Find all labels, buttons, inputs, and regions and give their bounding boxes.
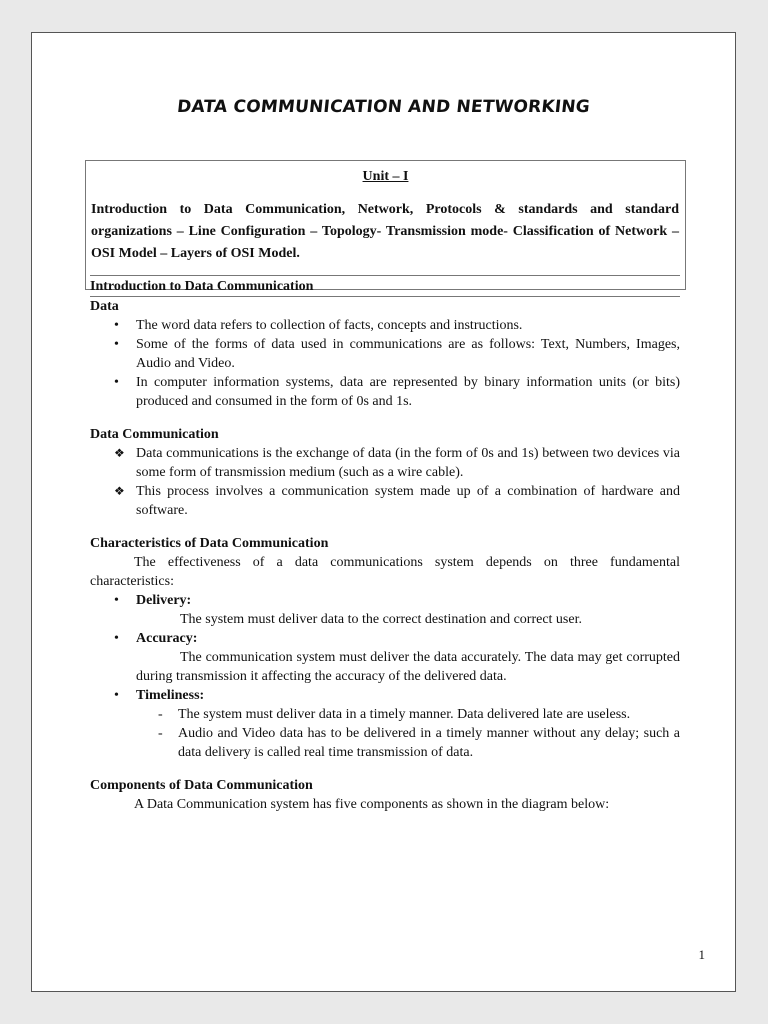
data-communication-list [90,444,680,520]
list-item: ❖ Data communications is the exchange of data (in the form of 0s and 1s) between two devices via some form of transmission medium (such as a wire cable). [90,444,680,482]
accuracy-text: The communication system must deliver the data accurately. The data may get corrupted during transmission it affecting the accuracy of the delivered data. [136,650,680,684]
bullet-icon: • [114,688,119,703]
unit-summary-box [85,160,686,290]
list-item: - Audio and Video data has to be delivered in a timely manner without any delay; such a data delivery is called real time transmission of data. [90,724,680,762]
list-item: • The word data refers to collection of facts, concepts and instructions. [90,316,680,335]
unit-title: Unit – I [362,169,409,184]
delivery-item [90,591,680,629]
unit-description: Introduction to Data Communication, Network, Protocols & standards and standard organizations – Line Configuration – Topology- Transmission mode- Classification of Network – OSI Model – Layers of OSI Model. [91,202,679,261]
components-heading: Components of Data Communication [90,778,313,793]
data-list [90,316,680,411]
accuracy-item [90,629,680,686]
timeliness-list [90,705,680,762]
list-item: • In computer information systems, data are represented by binary information units (or bits) produced and consumed in the form of 0s and 1s. [90,373,680,411]
characteristics-intro: The effectiveness of a data communications system depends on three fundamental characteristics: [90,555,680,589]
document-page [31,32,736,992]
bullet-icon: • [114,631,119,646]
document-title: DATA COMMUNICATION AND NETWORKING [176,97,591,117]
bullet-icon: • [114,593,119,608]
data-communication-heading: Data Communication [90,427,219,442]
delivery-text: The system must deliver data to the correct destination and correct user. [180,612,582,627]
delivery-label: Delivery: [136,593,192,608]
characteristics-heading: Characteristics of Data Communication [90,536,329,551]
data-heading: Data [90,299,119,314]
timeliness-item [90,686,680,705]
list-item: • Some of the forms of data used in communications are as follows: Text, Numbers, Images, Audio and Video. [90,335,680,373]
components-text: A Data Communication system has five components as shown in the diagram below: [134,797,610,812]
timeliness-label: Timeliness: [136,688,205,703]
intro-heading: Introduction to Data Communication [90,275,680,297]
list-item: ❖ This process involves a communication system made up of a combination of hardware and software. [90,482,680,520]
list-item: - The system must deliver data in a timely manner. Data delivered late are useless. [90,705,680,724]
main-content [90,275,680,814]
page-number: 1 [698,947,705,962]
accuracy-label: Accuracy: [136,631,198,646]
